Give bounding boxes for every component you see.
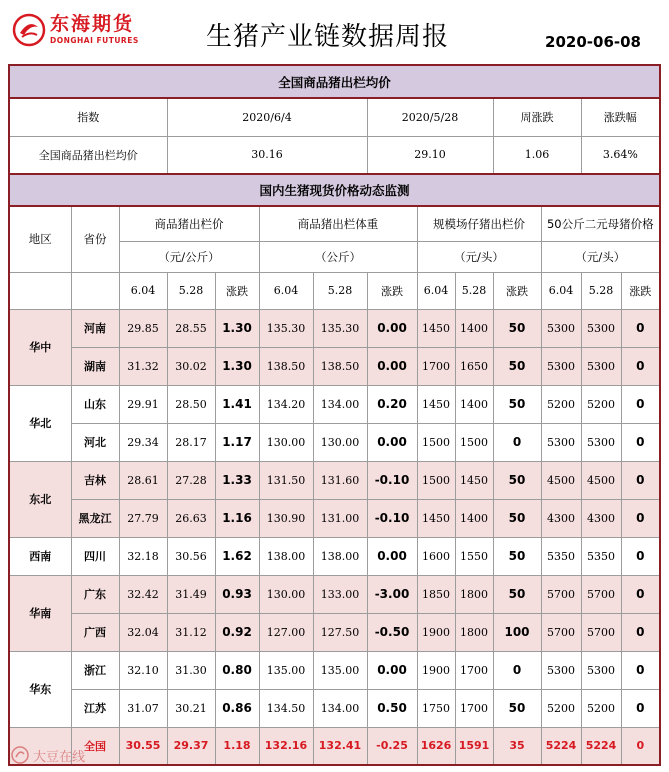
col-date2-header: 2020/5/28 xyxy=(367,98,493,136)
value-cell: 1.17 xyxy=(215,423,259,461)
value-cell: 0 xyxy=(493,651,541,689)
subheader-date1: 6.04 xyxy=(417,272,455,309)
subheader-date2: 5.28 xyxy=(455,272,493,309)
value-cell: 31.30 xyxy=(167,651,215,689)
province-cell: 河北 xyxy=(71,423,119,461)
value-cell: 50 xyxy=(493,385,541,423)
table-row xyxy=(9,575,660,613)
donghai-logo xyxy=(12,10,150,50)
total-value-cell: 132.16 xyxy=(259,727,313,765)
subheader-change: 涨跌 xyxy=(493,272,541,309)
value-cell: 50 xyxy=(493,537,541,575)
total-value-cell: 30.55 xyxy=(119,727,167,765)
region-cell: 东北 xyxy=(9,461,71,537)
value-cell: 31.12 xyxy=(167,613,215,651)
subheader-date2: 5.28 xyxy=(167,272,215,309)
region-cell: 华中 xyxy=(9,309,71,385)
subheader-change: 涨跌 xyxy=(215,272,259,309)
value-cell: 28.61 xyxy=(119,461,167,499)
value-cell: 0.50 xyxy=(367,689,417,727)
table-row xyxy=(9,347,660,385)
report-header xyxy=(6,2,663,64)
value-cell: 1450 xyxy=(455,461,493,499)
col-change-header: 周涨跌 xyxy=(493,98,581,136)
value-cell: 135.00 xyxy=(259,651,313,689)
table-row xyxy=(9,613,660,651)
province-cell: 河南 xyxy=(71,309,119,347)
value-cell: 32.10 xyxy=(119,651,167,689)
table-row xyxy=(9,651,660,689)
value-cell: 0 xyxy=(621,385,660,423)
value-cell: 1.16 xyxy=(215,499,259,537)
value-cell: 127.00 xyxy=(259,613,313,651)
province-cell: 黑龙江 xyxy=(71,499,119,537)
value-cell: 50 xyxy=(493,575,541,613)
group-header-sow-price: 50公斤二元母猪价格 xyxy=(541,206,660,241)
value-cell: 5350 xyxy=(581,537,621,575)
value-cell: 1700 xyxy=(417,347,455,385)
value-cell: 0 xyxy=(621,461,660,499)
table-row xyxy=(9,423,660,461)
total-value-cell: 1.18 xyxy=(215,727,259,765)
national-pct: 3.64% xyxy=(581,136,660,174)
value-cell: 29.91 xyxy=(119,385,167,423)
value-cell: 50 xyxy=(493,499,541,537)
value-cell: 4300 xyxy=(541,499,581,537)
national-value-1: 30.16 xyxy=(167,136,367,174)
logo-english: DONGHAI FUTURES xyxy=(50,36,139,46)
value-cell: 50 xyxy=(493,347,541,385)
total-value-cell: -0.25 xyxy=(367,727,417,765)
value-cell: 127.50 xyxy=(313,613,367,651)
value-cell: 1900 xyxy=(417,651,455,689)
value-cell: 5200 xyxy=(581,689,621,727)
total-value-cell: 132.41 xyxy=(313,727,367,765)
value-cell: 1500 xyxy=(417,423,455,461)
total-value-cell: 5224 xyxy=(581,727,621,765)
value-cell: 138.50 xyxy=(313,347,367,385)
value-cell: 0.00 xyxy=(367,309,417,347)
table-row xyxy=(9,461,660,499)
value-cell: 5300 xyxy=(581,347,621,385)
value-cell: 0.93 xyxy=(215,575,259,613)
province-cell: 四川 xyxy=(71,537,119,575)
value-cell: 4500 xyxy=(541,461,581,499)
value-cell: 50 xyxy=(493,309,541,347)
value-cell: 131.00 xyxy=(313,499,367,537)
value-cell: 1.62 xyxy=(215,537,259,575)
value-cell: 130.00 xyxy=(259,575,313,613)
value-cell: 5700 xyxy=(541,575,581,613)
table-row xyxy=(9,385,660,423)
value-cell: 0 xyxy=(621,309,660,347)
value-cell: 1450 xyxy=(417,499,455,537)
total-value-cell: 35 xyxy=(493,727,541,765)
value-cell: 130.90 xyxy=(259,499,313,537)
province-cell: 广东 xyxy=(71,575,119,613)
value-cell: 0.92 xyxy=(215,613,259,651)
group-header-pig-price: 商品猪出栏价 xyxy=(119,206,259,241)
value-cell: 1800 xyxy=(455,575,493,613)
table-row xyxy=(9,499,660,537)
value-cell: 0 xyxy=(621,689,660,727)
value-cell: 138.00 xyxy=(313,537,367,575)
national-section-title: 全国商品猪出栏均价 xyxy=(9,65,660,98)
value-cell: 5300 xyxy=(581,309,621,347)
subheader-blank xyxy=(71,272,119,309)
value-cell: 5300 xyxy=(581,423,621,461)
value-cell: 138.00 xyxy=(259,537,313,575)
subheader-date2: 5.28 xyxy=(581,272,621,309)
total-value-cell: 1591 xyxy=(455,727,493,765)
value-cell: 1750 xyxy=(417,689,455,727)
value-cell: 1500 xyxy=(455,423,493,461)
value-cell: 0 xyxy=(621,423,660,461)
region-cell: 华东 xyxy=(9,651,71,727)
donghai-logo-icon xyxy=(12,13,46,47)
value-cell: 0.80 xyxy=(215,651,259,689)
value-cell: 135.30 xyxy=(313,309,367,347)
total-value-cell: 29.37 xyxy=(167,727,215,765)
value-cell: 1900 xyxy=(417,613,455,651)
value-cell: -0.10 xyxy=(367,461,417,499)
value-cell: 0.00 xyxy=(367,537,417,575)
province-cell: 湖南 xyxy=(71,347,119,385)
value-cell: 5700 xyxy=(581,575,621,613)
value-cell: 100 xyxy=(493,613,541,651)
value-cell: 50 xyxy=(493,689,541,727)
value-cell: 1500 xyxy=(417,461,455,499)
value-cell: 1400 xyxy=(455,309,493,347)
value-cell: 1.41 xyxy=(215,385,259,423)
table-row xyxy=(9,689,660,727)
value-cell: 30.56 xyxy=(167,537,215,575)
page-title: 生猪产业链数据周报 xyxy=(206,22,450,52)
total-value-cell: 5224 xyxy=(541,727,581,765)
table-row xyxy=(9,537,660,575)
watermark xyxy=(10,744,130,766)
value-cell: 5200 xyxy=(581,385,621,423)
value-cell: 134.20 xyxy=(259,385,313,423)
value-cell: 4300 xyxy=(581,499,621,537)
value-cell: 5350 xyxy=(541,537,581,575)
value-cell: 5300 xyxy=(581,651,621,689)
value-cell: 1550 xyxy=(455,537,493,575)
value-cell: 0.00 xyxy=(367,423,417,461)
group-header-piglet-price: 规模场仔猪出栏价 xyxy=(417,206,541,241)
value-cell: -0.50 xyxy=(367,613,417,651)
value-cell: 29.85 xyxy=(119,309,167,347)
value-cell: 134.00 xyxy=(313,385,367,423)
value-cell: 30.21 xyxy=(167,689,215,727)
value-cell: 5300 xyxy=(541,423,581,461)
value-cell: 31.49 xyxy=(167,575,215,613)
value-cell: -3.00 xyxy=(367,575,417,613)
total-value-cell: 1626 xyxy=(417,727,455,765)
value-cell: 5200 xyxy=(541,385,581,423)
value-cell: 0.86 xyxy=(215,689,259,727)
value-cell: 1450 xyxy=(417,309,455,347)
value-cell: 4500 xyxy=(581,461,621,499)
report-date: 2020-06-08 xyxy=(545,33,641,51)
value-cell: 0 xyxy=(621,651,660,689)
value-cell: 0.00 xyxy=(367,651,417,689)
value-cell: 131.50 xyxy=(259,461,313,499)
monitor-section-title: 国内生猪现货价格动态监测 xyxy=(9,174,660,206)
subheader-date1: 6.04 xyxy=(119,272,167,309)
col-pct-header: 涨跌幅 xyxy=(581,98,660,136)
value-cell: 1600 xyxy=(417,537,455,575)
watermark-logo-icon xyxy=(10,745,30,765)
col-region-header: 地区 xyxy=(9,206,71,272)
value-cell: 31.32 xyxy=(119,347,167,385)
value-cell: 0 xyxy=(621,347,660,385)
subheader-blank xyxy=(9,272,71,309)
value-cell: 5300 xyxy=(541,651,581,689)
region-cell: 华北 xyxy=(9,385,71,461)
national-value-2: 29.10 xyxy=(367,136,493,174)
value-cell: 1800 xyxy=(455,613,493,651)
value-cell: 30.02 xyxy=(167,347,215,385)
report-table xyxy=(8,64,661,766)
value-cell: 1700 xyxy=(455,651,493,689)
value-cell: 130.00 xyxy=(259,423,313,461)
col-date1-header: 2020/6/4 xyxy=(167,98,367,136)
national-row-label: 全国商品猪出栏均价 xyxy=(9,136,167,174)
value-cell: 28.55 xyxy=(167,309,215,347)
col-province-header: 省份 xyxy=(71,206,119,272)
logo-chinese: 东海期货 xyxy=(50,13,135,36)
province-cell: 广西 xyxy=(71,613,119,651)
value-cell: 50 xyxy=(493,461,541,499)
value-cell: 26.63 xyxy=(167,499,215,537)
value-cell: 134.00 xyxy=(313,689,367,727)
value-cell: 0 xyxy=(493,423,541,461)
value-cell: 1.30 xyxy=(215,309,259,347)
value-cell: 135.30 xyxy=(259,309,313,347)
value-cell: 138.50 xyxy=(259,347,313,385)
value-cell: 5700 xyxy=(581,613,621,651)
value-cell: 1450 xyxy=(417,385,455,423)
watermark-text: 大豆在线 xyxy=(33,749,86,765)
value-cell: 1400 xyxy=(455,385,493,423)
national-change: 1.06 xyxy=(493,136,581,174)
province-cell: 江苏 xyxy=(71,689,119,727)
subheader-date1: 6.04 xyxy=(259,272,313,309)
value-cell: 1650 xyxy=(455,347,493,385)
value-cell: 5200 xyxy=(541,689,581,727)
group-unit-pig-weight: （公斤） xyxy=(259,241,417,272)
value-cell: 135.00 xyxy=(313,651,367,689)
subheader-date2: 5.28 xyxy=(313,272,367,309)
region-cell: 华南 xyxy=(9,575,71,651)
value-cell: 28.17 xyxy=(167,423,215,461)
subheader-date1: 6.04 xyxy=(541,272,581,309)
value-cell: 0 xyxy=(621,575,660,613)
table-row xyxy=(9,309,660,347)
value-cell: 0.20 xyxy=(367,385,417,423)
col-index-header: 指数 xyxy=(9,98,167,136)
province-cell: 山东 xyxy=(71,385,119,423)
value-cell: 29.34 xyxy=(119,423,167,461)
value-cell: 28.50 xyxy=(167,385,215,423)
value-cell: 130.00 xyxy=(313,423,367,461)
value-cell: 5700 xyxy=(541,613,581,651)
province-cell: 全国 xyxy=(71,727,119,765)
group-unit-sow-price: （元/头） xyxy=(541,241,660,272)
value-cell: 134.50 xyxy=(259,689,313,727)
value-cell: 0 xyxy=(621,613,660,651)
value-cell: 5300 xyxy=(541,309,581,347)
value-cell: 131.60 xyxy=(313,461,367,499)
value-cell: 1850 xyxy=(417,575,455,613)
value-cell: 32.18 xyxy=(119,537,167,575)
value-cell: 133.00 xyxy=(313,575,367,613)
total-value-cell: 0 xyxy=(621,727,660,765)
value-cell: 32.42 xyxy=(119,575,167,613)
value-cell: -0.10 xyxy=(367,499,417,537)
value-cell: 0 xyxy=(621,499,660,537)
subheader-change: 涨跌 xyxy=(621,272,660,309)
value-cell: 1.33 xyxy=(215,461,259,499)
value-cell: 0 xyxy=(621,537,660,575)
province-cell: 吉林 xyxy=(71,461,119,499)
group-unit-pig-price: （元/公斤） xyxy=(119,241,259,272)
value-cell: 27.28 xyxy=(167,461,215,499)
region-cell: 西南 xyxy=(9,537,71,575)
subheader-change: 涨跌 xyxy=(367,272,417,309)
value-cell: 31.07 xyxy=(119,689,167,727)
value-cell: 27.79 xyxy=(119,499,167,537)
province-cell: 浙江 xyxy=(71,651,119,689)
value-cell: 1.30 xyxy=(215,347,259,385)
value-cell: 1700 xyxy=(455,689,493,727)
value-cell: 0.00 xyxy=(367,347,417,385)
value-cell: 32.04 xyxy=(119,613,167,651)
group-header-pig-weight: 商品猪出栏体重 xyxy=(259,206,417,241)
value-cell: 1400 xyxy=(455,499,493,537)
group-unit-piglet-price: （元/头） xyxy=(417,241,541,272)
value-cell: 5300 xyxy=(541,347,581,385)
